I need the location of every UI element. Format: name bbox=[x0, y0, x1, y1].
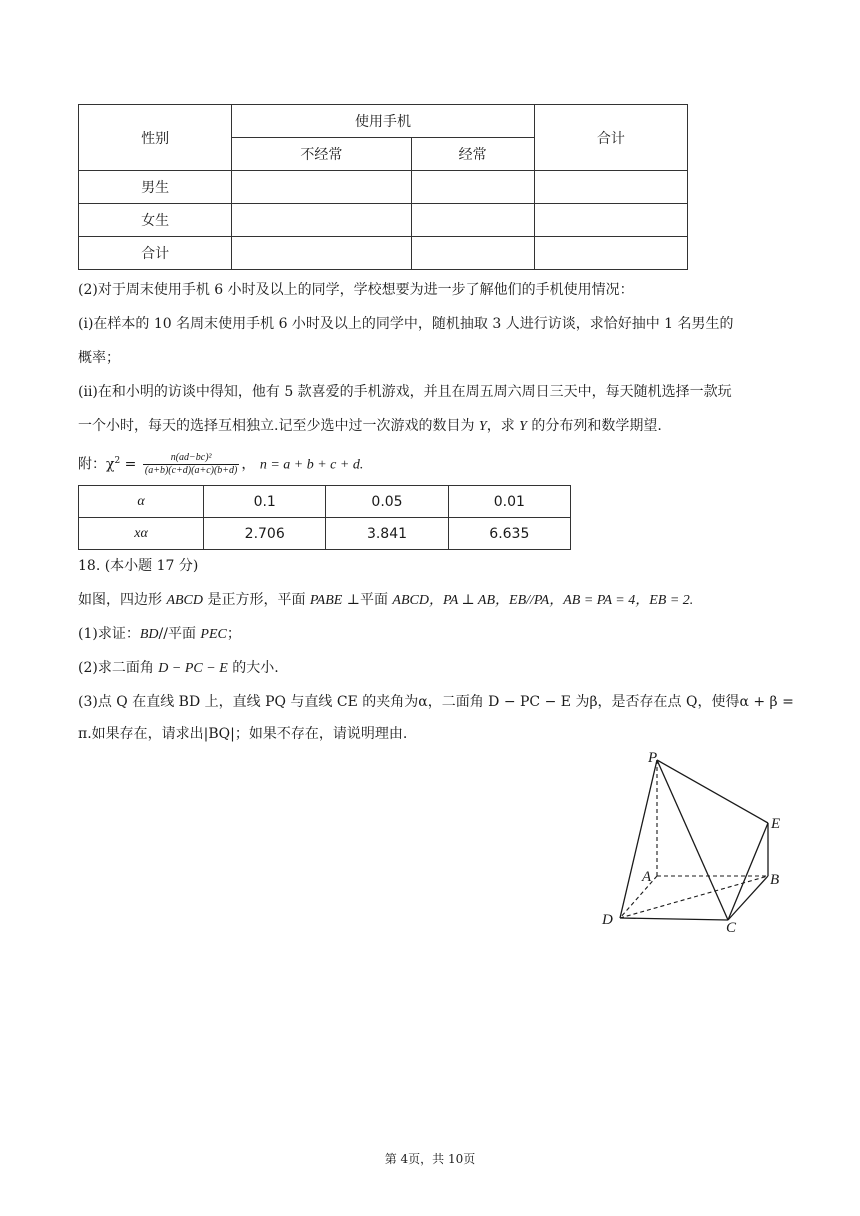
label-a: A bbox=[642, 869, 652, 885]
q18-part2: (2)求二面角 D − PC − E 的大小. bbox=[78, 660, 279, 676]
n-formula: n = a + b + c + d. bbox=[259, 457, 364, 473]
q2-i-line1: (ⅰ)在样本的 10 名周末使用手机 6 小时及以上的同学中，随机抽取 3 人进行访谈，求恰好抽中 1 名男生的 bbox=[78, 316, 734, 332]
row-label: 女生 bbox=[79, 204, 232, 237]
q18-part3-line2: π.如果存在，请求出|BQ|；如果不存在，请说明理由. bbox=[78, 726, 408, 742]
appendix-formula: 附：$\chi^2$ = $\frac{\text{n(ad−bc)²}}{(a+b)(c+d)(a+c)(b+d)}$ ， n = a + b + c + d. bbox=[78, 452, 364, 477]
label-c: C bbox=[726, 920, 737, 936]
geometry-figure bbox=[598, 748, 798, 938]
header-not-often: 不经常 bbox=[232, 138, 411, 171]
table-row: xα 2.706 3.841 6.635 bbox=[79, 518, 571, 550]
q18-part3-line1: (3)点 Q 在直线 BD 上，直线 PQ 与直线 CE 的夹角为α，二面角 D − PC − E 为β，是否存在点 Q，使得α + β = bbox=[78, 694, 794, 710]
label-b: B bbox=[770, 872, 780, 888]
alpha-label: α bbox=[79, 486, 204, 518]
x-alpha-label: xα bbox=[79, 518, 204, 550]
label-d: D bbox=[602, 912, 613, 928]
q18-stem: 如图，四边形 ABCD 是正方形，平面 PABE ⊥平面 ABCD，PA ⊥ AB，EB//PA，AB = PA = 4，EB = 2. bbox=[78, 592, 694, 608]
q2-intro: (2)对于周末使用手机 6 小时及以上的同学，学校想要为进一步了解他们的手机使用情况： bbox=[78, 282, 634, 298]
header-phone-use: 使用手机 bbox=[232, 105, 534, 138]
label-e: E bbox=[771, 816, 781, 832]
table-row bbox=[79, 204, 688, 237]
table-row bbox=[79, 237, 688, 270]
chi-numerator: n(ad−bc)² bbox=[143, 452, 240, 465]
q2-ii-line2: 一个小时，每天的选择互相独立.记至少选中过一次游戏的数目为 Y，求 Y 的分布列和数学期望. bbox=[78, 418, 662, 434]
q2-i-line2: 概率； bbox=[78, 350, 120, 366]
contingency-table bbox=[78, 104, 688, 270]
table-row: α 0.1 0.05 0.01 bbox=[79, 486, 571, 518]
header-often: 经常 bbox=[411, 138, 534, 171]
critical-value-table bbox=[78, 485, 571, 550]
row-label: 合计 bbox=[79, 237, 232, 270]
q18-part1: (1)求证：BD//平面 PEC； bbox=[78, 626, 241, 642]
q18-title: 18. (本小题 17 分) bbox=[78, 558, 199, 574]
label-p: P bbox=[648, 750, 658, 766]
q2-ii-line1: (ⅱ)在和小明的访谈中得知，他有 5 款喜爱的手机游戏，并且在周五周六周日三天中，每天随机选择一款玩 bbox=[78, 384, 732, 400]
header-gender: 性别 bbox=[79, 105, 232, 171]
table-row bbox=[79, 171, 688, 204]
row-label: 男生 bbox=[79, 171, 232, 204]
page-footer: 第 4页，共 10页 bbox=[384, 1152, 476, 1166]
header-total: 合计 bbox=[534, 105, 687, 171]
chi-denominator: (a+b)(c+d)(a+c)(b+d) bbox=[144, 465, 238, 477]
